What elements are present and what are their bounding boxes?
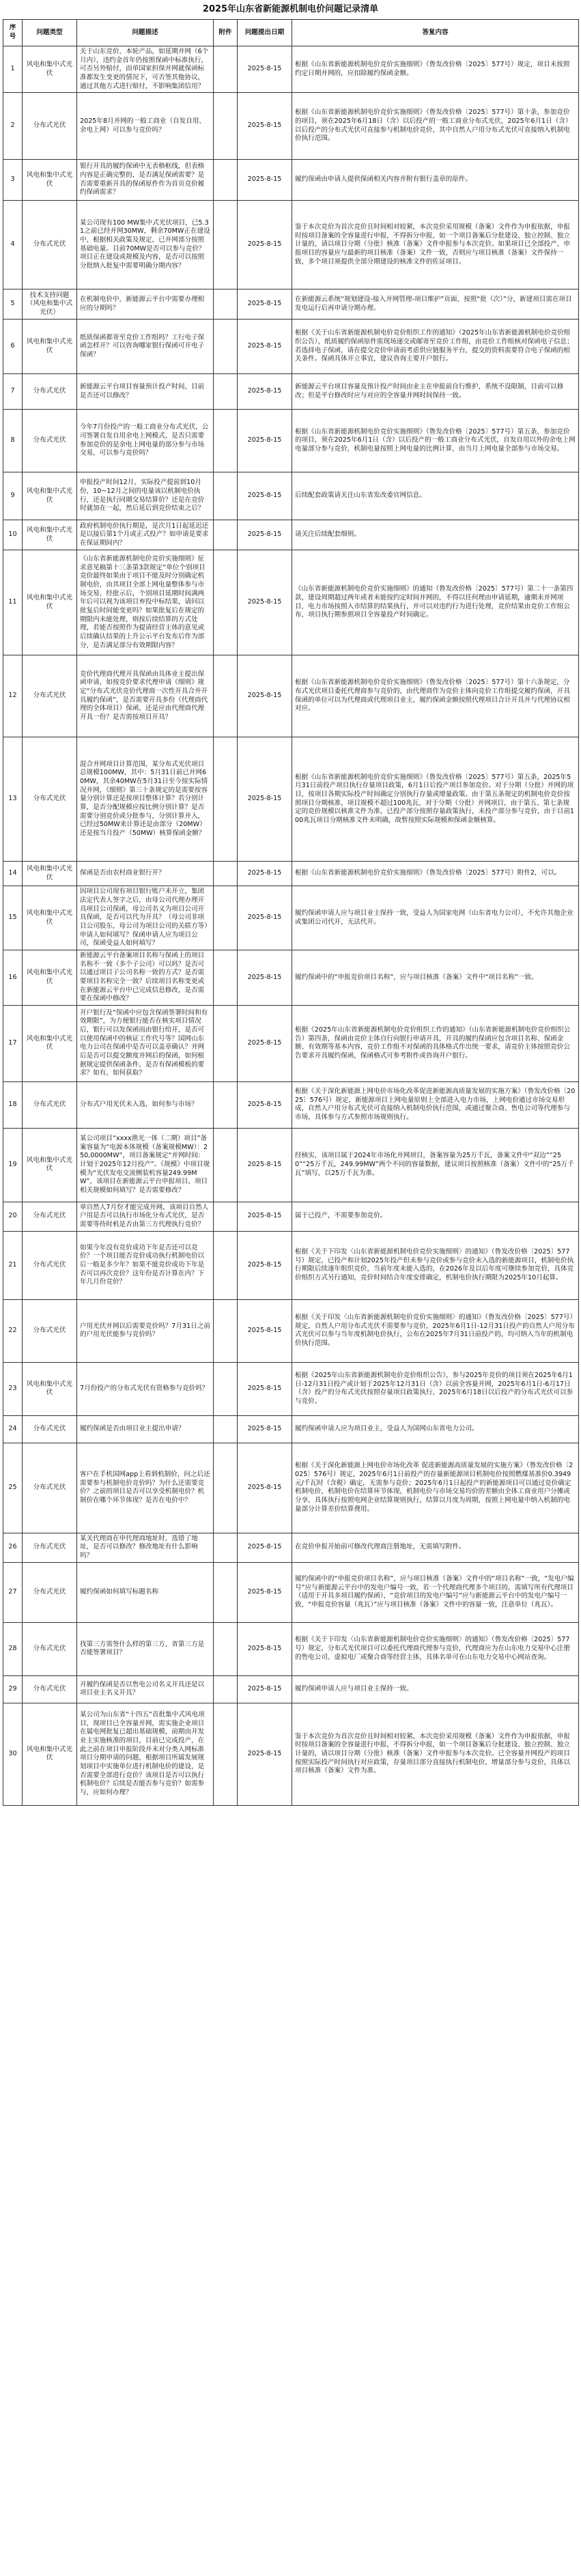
row-date: 2025-8-15 [238,93,292,160]
row-date: 2025-8-15 [238,160,292,201]
row-type: 分布式光伏 [23,1415,77,1443]
row-reply: 根据《山东省新能源机制电价竞价实施细则》（鲁发改价格〔2025〕577号）附件2，可以。 [292,862,579,886]
row-number: 16 [3,950,23,1005]
row-type: 分布式光伏 [23,1202,77,1231]
row-reply: 根据《山东省新能源机制电价竞价实施细则》（鲁发改价格〔2025〕577号）第十条，参加竞价的项目，须在2025年6月18日（含）以后投产的一般工商业分布式光伏，2025年6月1日（含）以后投产的分布式光伏可直接参与机制电价竞价，其中自然人户用分布式光伏可直接纳入机制电价执行范围。 [292,93,579,160]
row-reply: 根据《关于下印发〈山东省新能源机制电价竞价实施细则〉的通知》（鲁发改价格〔2025〕577号）规定，已投产和计划2025年投产但未参与竞价或参与竞价未入选的新能源项目，机制电价执行期限后续逐年组织竞价，当前年度未能入选的，在2026年及以后年度可继续参加竞价，具体竞价组织方式另行通知，竞价时间结合年度安排确定，机制电价执行期限为2025年10月起算。 [292,1231,579,1299]
row-date: 2025-8-15 [238,1005,292,1081]
table-row [3,1081,579,1128]
row-reply: 根据《关于山东省新能源机制电价竞价组织工作的通知》（2025年山东省新能源机制电价竞价组织公告），纸质履约保函原件需现场递交或邮寄至竞价工作组，由竞价工作组核对保函电子信息；若选择电子保函，请在提交竞价申请前考虑供应链服务平台，提交的资料需要符合电子保函的相关条件。保函具体开立事宜，建议咨询主要开户银行。 [292,320,579,374]
table-row [3,1299,579,1362]
row-reply: 履约保函由申请人提供保函相关内容并附有银行盖章的原件。 [292,160,579,201]
row-attachment [214,1703,238,1805]
row-type: 分布式光伏 [23,1533,77,1562]
row-attachment [214,289,238,320]
row-date: 2025-8-15 [238,950,292,1005]
table-row [3,410,579,472]
row-type: 风电和集中式光伏 [23,520,77,550]
row-date: 2025-8-15 [238,1703,292,1805]
row-type: 风电和集中式光伏 [23,950,77,1005]
row-date: 2025-8-15 [238,1231,292,1299]
table-row [3,862,579,886]
row-date: 2025-8-15 [238,320,292,374]
row-date: 2025-8-15 [238,1675,292,1703]
row-reply: 《山东省新能源机制电价竞价实施细则》的通知（鲁发改价格〔2025〕577号）第二十一条第四款，建设周期超过两年或者未能按约定时间并网的，不得以任何理由申请延期，逾期未并网项目，电力市场按照入市结算的结果执行，并可以对违约行为进行处理，竞价结果由竞价工作组公布，项目执行期参照项目全容量投产时间确定。 [292,550,579,655]
row-type: 分布式光伏 [23,374,77,410]
row-reply: 根据《关于深化新能源上网电价市场化改革 促进新能源高质量发展的实施方案》（鲁发改价格〔2025〕576号）规定，2025年6月1日前投产的存量新能源项目机制电价按照燃煤基准价0.3949元/千瓦时（含税）确定，无需参与竞价；2025年6月1日起投产的新能源项目可以通过竞价确定机制电价，机制电价在结算环节体现，机制电价与市场交易均价的差额由全体工商业用户分摊或分享，具体执行按照电网企业结算规则执行，结算以月度为周期，按照上网电量中纳入机制的电量部分计算差价结算费用。 [292,1443,579,1533]
row-attachment [214,46,238,93]
row-reply: 根据《关于下印发〈山东省新能源机制电价竞价实施细则〉的通知》（鲁发改价格〔2025〕577号）规定，分布式光伏项目可以委托代理商代理参与竞价，代理商应为在山东电力交易中心注册的售电公司、虚拟电厂或聚合商等经营主体，具体名单可在山东电力交易中心网站查询。 [292,1622,579,1675]
row-type: 风电和集中式光伏 [23,160,77,201]
row-reply: 新能源云平台项目容量及预计投产时间由业主在申报前自行维护，系统不设限制，目前可以修改；但是平台修改时应与对应的全容量并网时间保持一致。 [292,374,579,410]
row-date: 2025-8-15 [238,1533,292,1562]
row-description: 纸质保函都寄至竞价工作组吗？工行电子保函怎样开？可以咨询哪家银行保函可开电子保函？ [77,320,214,374]
row-reply: 经核实，该项目属于2024年市场化并网项目，备案容量为25万千瓦，备案文件中“双边”“250”“25万千瓦，249.99MW”两个不同的容量数据，建议项目按照核准（备案）文件中的“25万千瓦”填写，以25万千瓦为准。 [292,1128,579,1202]
row-number: 22 [3,1299,23,1362]
row-attachment [214,1443,238,1533]
table-row [3,1675,579,1703]
row-number: 25 [3,1443,23,1533]
row-description: 某公司现有100 MW集中式光伏项目，已5.31之前已经并网30MW，剩余70MW正在建设中，根据相关政策及规定，已并网部分按照基础电量。目前70MW是否可以参与竞价？项目正在建设或规模及内容，是否可以按照分批纳入批复中需要明确分期内容？ [77,201,214,289]
row-description: 客户在手机国网app上看到机制价，问之后还需要参与机制电价竞价吗？为什么还需要竞价？之前的项目是否可以享受机制电价？机制价在哪个环节体现？是否在电价中？ [77,1443,214,1533]
table-row [3,1533,579,1562]
row-description: 竞价代理商代理开具保函由具体业主提出保函申请，如按竞价要求代理申请《细则》规定“分布式光伏竞价代理商一次性开具合并开具履约保函”，是否需要开具多份（代理商代理的全体项目）保函，还是应由代理商代理开具一份？是否需按项目开具？ [77,655,214,737]
document-title: 2025年山东省新能源机制电价问题记录清单 [202,4,379,14]
row-attachment [214,1675,238,1703]
row-description: 开户银行及“保函中应包含保函签署时间和有效期限”，为方便银行能否在核实项目情况后，银行可以发保函而由银行给开，是否可以使用保函中的核证工作代号等？国网山东电力公司在保函中是否可以盖章确认？并网后是否可以提交额度并网后的保函，如何根据规定提供保函条件，是否有保函模板的要求？如有，如何获取？ [77,1005,214,1081]
row-date: 2025-8-15 [238,737,292,862]
row-number: 19 [3,1128,23,1202]
header-type: 问题类型 [23,20,77,46]
table-row [3,160,579,201]
row-number: 5 [3,289,23,320]
row-reply: 属于已投产，不需要参加竞价。 [292,1202,579,1231]
table-row [3,46,579,93]
row-reply: 根据《2025年山东省新能源机制电价竞价组织工作的通知》（山东省新能源机制电价竞价组织公告）第四条，保函由竞价主体自行向银行申请开具，开具的履约保函应包含项目名称、保函金额、有效期等基本内容，竞价工作组不对保函的具体格式作出统一要求，请竞价主体按照竞价公告要求开具履约保函，保函格式可参考附件或咨询开户银行。 [292,1005,579,1081]
table-row [3,374,579,410]
row-type: 风电和集中式光伏 [23,550,77,655]
row-date: 2025-8-15 [238,1081,292,1128]
table-row [3,320,579,374]
row-description: 单自然人7月份才能完成并网，该项目自然人户用是否可以执行市场化分布式光伏，是否需要等待时机是否由第三方代理执行竞价？ [77,1202,214,1231]
row-number: 4 [3,201,23,289]
table-row [3,655,579,737]
row-type: 分布式光伏 [23,1562,77,1622]
table-row [3,886,579,950]
row-description: 分布式户用光伏未入选，如何参与市场？ [77,1081,214,1128]
row-number: 2 [3,93,23,160]
row-date: 2025-8-15 [238,1443,292,1533]
row-date: 2025-8-15 [238,655,292,737]
row-description: 如果今年没有竞价成功下年是否还可以竞价？一个项目能否竞价成功执行机制电价以后一般是多少年？如果不能竞价成功下年是否可以再次竞价？这年份是否计算在内？下年几月份竞价？ [77,1231,214,1299]
row-attachment [214,1533,238,1562]
row-type: 分布式光伏 [23,1622,77,1675]
row-description: 某关代理商在申代理商地址时，选错了地址，是否可以修改？修改地址有什么影响吗？ [77,1533,214,1562]
row-attachment [214,550,238,655]
header-attachment: 附件 [214,20,238,46]
row-reply: 根据《山东省新能源机制电价竞价实施细则》（鲁发改价格〔2025〕577号）规定，项目未按照约定日期并网的，应扣除履约保函金额。 [292,46,579,93]
row-attachment [214,862,238,886]
row-type: 分布式光伏 [23,1081,77,1128]
row-type: 分布式光伏 [23,1443,77,1533]
row-attachment [214,1128,238,1202]
row-number: 28 [3,1622,23,1675]
row-reply: 请关注后续配套细则。 [292,520,579,550]
table-row [3,950,579,1005]
row-description: 2025年8月并网的一般工商业（自发自用、余电上网）可以参与竞价吗？ [77,93,214,160]
row-attachment [214,1299,238,1362]
row-reply: 根据《2025年山东省新能源机制电价竞价组织公告》，参与2025年竞价的项目须在2025年6月1日-12月31日投产或计划于2025年12月31日（含）以前全容量并网，2025年6月1日-6月17日（含）投产的分布式光伏按照存量项目政策执行，2025年6月18日以后投产的分布式光伏可以参与竞价。 [292,1362,579,1415]
row-date: 2025-8-15 [238,374,292,410]
row-description: 保函是否由农村商业银行开？ [77,862,214,886]
row-description: 开履约保函是否以售电公司名义开具还是以项目业主名义开具？ [77,1675,214,1703]
row-number: 1 [3,46,23,93]
row-number: 30 [3,1703,23,1805]
row-description: 7月份投产的分布式光伏有资格参与竞价吗？ [77,1362,214,1415]
header-description: 问题描述 [77,20,214,46]
row-attachment [214,950,238,1005]
row-attachment [214,201,238,289]
row-date: 2025-8-15 [238,472,292,520]
row-reply: 履约保函申请人应为项目业主，受益人为国网山东省电力公司。 [292,1415,579,1443]
row-type: 分布式光伏 [23,201,77,289]
row-reply: 履约保函申请人应与项目业主保持一致，受益人为国家电网（山东省电力公司），不允许其他企业或集团公司代开，无法代开。 [292,886,579,950]
row-date: 2025-8-15 [238,862,292,886]
row-attachment [214,655,238,737]
row-number: 27 [3,1562,23,1622]
row-attachment [214,1202,238,1231]
row-type: 分布式光伏 [23,655,77,737]
row-description: 新能源云平台项目容量预计投产时间，目前是否还可以修改？ [77,374,214,410]
table-row [3,93,579,160]
row-description: 政府机制电价执行期是，是次月1日起延迟还是以接后第1个月或正式投产？如申请是要求在保证期间内？ [77,520,214,550]
row-number: 18 [3,1081,23,1128]
table-row [3,1231,579,1299]
row-type: 风电和集中式光伏 [23,862,77,886]
row-date: 2025-8-15 [238,1128,292,1202]
row-reply: 根据《关于印发〈山东省新能源机制电价竞价实施细则〉的通知》（鲁发改价格〔2025〕577号）规定，自然人户用分布式光伏不需要参与竞价，2025年6月1日-12月31日投产的自然人户用分布式光伏可以参与当年度机制电价执行，公布在2025年7月31日前投产的，均可纳入当年的机制电价执行范围。 [292,1299,579,1362]
row-number: 23 [3,1362,23,1415]
row-attachment [214,1081,238,1128]
table-row [3,737,579,862]
row-type: 风电和集中式光伏 [23,472,77,520]
row-type: 分布式光伏 [23,410,77,472]
row-number: 20 [3,1202,23,1231]
row-date: 2025-8-15 [238,886,292,950]
row-date: 2025-8-15 [238,289,292,320]
row-description: 履约保函是否由项目业主提出申请？ [77,1415,214,1443]
row-number: 9 [3,472,23,520]
row-description: 因项目公司现有项目银行账户未开立，集团法定代表人签字之后，由母公司代理办理开具项目公司保函，母公司名义为项目公司开具保函，是否可以代为开具？（母公司非项目公司股东，母公司为项目公司的关联方等）申请人如何填写？保函申请人应为项目公司，保函受益人如何填写？ [77,886,214,950]
row-date: 2025-8-15 [238,201,292,289]
row-reply: 鉴于本次竞价为首次竞价且时间相对较紧，本次竞价采用规模（备案）文件作为申报依据，申报时按项目备案的全容量进行申报，不得拆分申报，如一个项目备案后分批建设、独立控制、独立计量的，请以项目分期（分批）核准（备案）文件申报参与本次竞价。如果项目已全部投产，申报项目的容量应与最新的项目核准（备案）文件一致，否则应与项目核准（备案）文件保持一致，多个项目须提供全部分期建设的核准文件的佐证项目。 [292,201,579,289]
row-description: 找第三方需签什么样的第三方，省第三方是否能签署项目？ [77,1622,214,1675]
row-attachment [214,737,238,862]
table-row [3,472,579,520]
row-date: 2025-8-15 [238,46,292,93]
row-description: 银行开具的履约保函中无表格框线，但表格内容是正确完整的，是否满足保函需要？是否需要重新开具的保函原件作为首页竞价履约保函需求？ [77,160,214,201]
row-description: 关于山东竞价，本轮产品，如延期并网（6个月内），违约金首年仍按照保函中标准执行，可否另外赔付，而单国家担保并网就保函标准都发生变更的情况下，可否签其他协议，通过其他方式进行赔付，不影响集团信用？ [77,46,214,93]
row-type: 技术支持问题（风电和集中式光伏） [23,289,77,320]
table-row [3,289,579,320]
row-attachment [214,410,238,472]
row-date: 2025-8-15 [238,410,292,472]
row-date: 2025-8-15 [238,1202,292,1231]
row-attachment [214,1231,238,1299]
row-reply: 履约保函中的“申报竞价项目名称”，应与项目核准（备案）文件中“项目名称”一致。 [292,950,579,1005]
row-date: 2025-8-15 [238,550,292,655]
header-row [3,20,579,46]
row-description: 新能源云平台备案项目名称与保函上的项目名称不一致（多个子公司）可以吗？是否可以通过项目子公司名称一致的方式？是否需要项目名称完全一致？后续项目名称变更或在新能源云平台中已完成信息修改，是否需要在保函中修改？ [77,950,214,1005]
row-reply: 鉴于本次竞价为首次竞价且时间相对较紧，本次竞价采用规模（备案）文件作为申报依据，申报时按项目备案的全容量进行申报，不得拆分申报，如一个项目备案后分批建设、独立控制、独立计量的，请以项目分期（分批）核准（备案）文件申报参与本次竞价。已全容量并网投产的项目按照实际投产时间执行对应政策，存量项目部分直接执行机制电价，增量部分参与竞价，具体以项目核准（备案）文件为准。 [292,1703,579,1805]
row-number: 14 [3,862,23,886]
row-description: 混合并网项目计算范围，某分布式光伏项目总规模100MW，其中：5月31日前已并网60MW，其余40MW在5月31日至今按实际情况并网，《细则》第三十条规定的是需要按容量分别计算还是按项目整体计算？若分别计算，是否分配规模应按比例分别计算？是否需要分别竞价或分批参与，分别计算并入，已经过50MW来计算还是由部分（20MW）还是按当月投产（50MW）核算保函金额？ [77,737,214,862]
header-reply: 答复内容 [292,20,579,46]
row-reply: 履约保函申请人应与项目业主保持一致。 [292,1675,579,1703]
row-attachment [214,374,238,410]
row-description: 申报投产时间12月，实际投产提前到10月份，10~12月之间的电量该以机制电价执行，还是执行同期交易结算价？还是在竞价时就加在一起，然后延后到竞价结束之后？ [77,472,214,520]
row-number: 13 [3,737,23,862]
table-row [3,1202,579,1231]
table-row [3,201,579,289]
row-description: 户用光伏并网以后需要竞价吗？7月31日之前的户用光伏能参与竞价吗？ [77,1299,214,1362]
row-description: 今年7月份投产的一般工商业分布式光伏，公司签署自发自用余电上网模式，是否只需要参加竞价的是余电上网电量的部分参与市场交易，可以参与竞价吗？ [77,410,214,472]
row-description: 《山东省新能源机制电价竞价实施细则》征求意见稿第十三条第3款规定“单位个别项目竞价最终如果由于项目不能及时分别确定机制电价，由其项目全部上网电量整体参与市场交易，经批示后，个别项目延期时间满两年后可以视为该项目弃投中标结果，请问以批复后时间能变更吗？如果批复后在规定的期限内未能处理，则按后续结算的方式处理，若能否按照作为提请经营主体的意见或后续确认结果的上升公示平台发布后作为部分，是否满足部分有效期限内容？ [77,550,214,655]
header-no: 序号 [3,20,23,46]
table-row [3,1362,579,1415]
row-number: 3 [3,160,23,201]
row-attachment [214,1362,238,1415]
row-number: 29 [3,1675,23,1703]
row-type: 风电和集中式光伏 [23,886,77,950]
row-type: 风电和集中式光伏 [23,1362,77,1415]
row-description: 在机制电价中，新能源云平台中需要办理相应的分期吗？ [77,289,214,320]
row-attachment [214,520,238,550]
row-date: 2025-8-15 [238,520,292,550]
row-type: 分布式光伏 [23,1231,77,1299]
row-attachment [214,1562,238,1622]
row-date: 2025-8-15 [238,1299,292,1362]
row-attachment [214,1415,238,1443]
row-reply: 履约保函中的“申报竞价项目名称”，应与项目核准（备案）文件中的“项目名称”一致，“发电户编号”应与新能源云平台中的发电户编号一致，若一个代理商代理多个项目的，需填写所有代理项目（适用于开具多项目履约保函），“竞价项目的发电户编号”应与新能源云平台中的发电户编号一致，“申报竞价容量（兆瓦）”应与项目核准（备案）文件中的容量一致，注意单位（兆瓦）。 [292,1562,579,1622]
header-date: 问题提出日期 [238,20,292,46]
row-attachment [214,1622,238,1675]
row-description: 某公司为山东省“十四五”首批集中式风电项目，现项目已全容量并网，需实施企业项目在属电网批复已超出基础规模，前期由开发业主实施核准的项目，目前已完成投产，在此之前在项目申报阶段并未对分类入网标准项目分期申请的问题，根据项目所属发展规划项目中实施单位进行机制电价的建设，是否需要全部进行竞价？该项目是否可以执行机制电价？后续是否能否参与竞价？如需参与，应如何办理？ [77,1703,214,1805]
row-type: 风电和集中式光伏 [23,1128,77,1202]
row-reply: 根据《山东省新能源机制电价竞价实施细则》（鲁发改价格〔2025〕577号）第五条，参加竞价的项目，须在2025年6月1日（含）以后投产的一般工商业分布式光伏，自发自用以外的余电上网电量部分参与竞价，机制电量按照上网电量的比例计算，由当月上网电量全部参与市场交易。 [292,410,579,472]
question-table [3,19,579,1806]
row-type: 分布式光伏 [23,93,77,160]
table-row [3,1415,579,1443]
row-reply: 在竞价申报开始前可修改代理商注册地址，无需填写附件。 [292,1533,579,1562]
row-attachment [214,1005,238,1081]
row-number: 24 [3,1415,23,1443]
table-row [3,520,579,550]
row-number: 7 [3,374,23,410]
row-attachment [214,320,238,374]
row-reply: 根据《山东省新能源机制电价竞价实施细则》（鲁发改价格〔2025〕577号）第五条，2025年5月31日前投产项目执行存量项目政策，6月1日后投产项目参加竞价。对于分期（分批）并网的项目，按项目各期实际投产时间确定分别执行存量或增量政策。由于第五条规定的机制电价竞价按照项目分期核准，项目规模不超过100兆瓦，对于分期（分批）并网项目，由于第五、第七条规定的竞价规模以核准文件为准，已投产部分按照存量政策执行，未投产部分参与竞价，由于目前100兆瓦项目分期核准文件未明确，故暂按照实际规模和保函金额核算。 [292,737,579,862]
table-row [3,550,579,655]
row-number: 26 [3,1533,23,1562]
row-type: 分布式光伏 [23,1299,77,1362]
row-number: 15 [3,886,23,950]
row-attachment [214,93,238,160]
table-row [3,1622,579,1675]
table-row [3,1703,579,1805]
row-attachment [214,160,238,201]
row-date: 2025-8-15 [238,1562,292,1622]
row-number: 6 [3,320,23,374]
row-description: 履约保函如何填写标题名称 [77,1562,214,1622]
row-reply: 根据《山东省新能源机制电价竞价实施细则》（鲁发改价格〔2025〕577号）第十六条规定，分布式光伏项目委托代理商参与竞价的，由代理商作为竞价主体向竞价工作组提交履约保函，开具保函的单位可以为代理商或代理项目业主，履约保函金额按照代理项目合计开具并与代理协议相对应。 [292,655,579,737]
row-date: 2025-8-15 [238,1622,292,1675]
row-number: 17 [3,1005,23,1081]
table-row [3,1128,579,1202]
row-reply: 后续配套政策请关注山东省发改委官网信息。 [292,472,579,520]
row-type: 分布式光伏 [23,1675,77,1703]
row-type: 风电和集中式光伏 [23,1703,77,1805]
row-number: 8 [3,410,23,472]
table-row [3,1562,579,1622]
table-row [3,1443,579,1533]
row-attachment [214,886,238,950]
row-reply: 根据《关于深化新能源上网电价市场化改革促进新能源高质量发展的实施方案》（鲁发改价格〔2025〕576号）规定，新能源项目上网电量原则上全部进入电力市场，上网电价通过市场交易形成，自然人户用分布式光伏可直接纳入机制电价执行范围，或通过聚合商、售电公司等代理参与市场，具体参与方式参照市场规则执行。 [292,1081,579,1128]
row-type: 风电和集中式光伏 [23,1005,77,1081]
table-row [3,1005,579,1081]
row-number: 10 [3,520,23,550]
row-date: 2025-8-15 [238,1362,292,1415]
row-type: 分布式光伏 [23,737,77,862]
row-type: 风电和集中式光伏 [23,320,77,374]
row-number: 12 [3,655,23,737]
row-date: 2025-8-15 [238,1415,292,1443]
row-description: 某公司项目“xxxx渔光一体（二期）项目”备案容量为“电源本体规模（备案规模MW）：250,0000MW”，项目备案规定“并网时间：计划于2025年12月投产”。《规模》中项目规模为“光伏发电交流侧装机容量249.99MW”，该项目在新能源云平台申报项目，项目相关规模如何填写？是否需要修改？ [77,1128,214,1202]
row-number: 11 [3,550,23,655]
row-type: 风电和集中式光伏 [23,46,77,93]
row-attachment [214,472,238,520]
row-reply: 在新能源云系统“规划建设-接入并网管理-项目维护”页面，按照“批（次）”分，新建项目需在项目发电运行后再申请分期办理。 [292,289,579,320]
row-number: 21 [3,1231,23,1299]
